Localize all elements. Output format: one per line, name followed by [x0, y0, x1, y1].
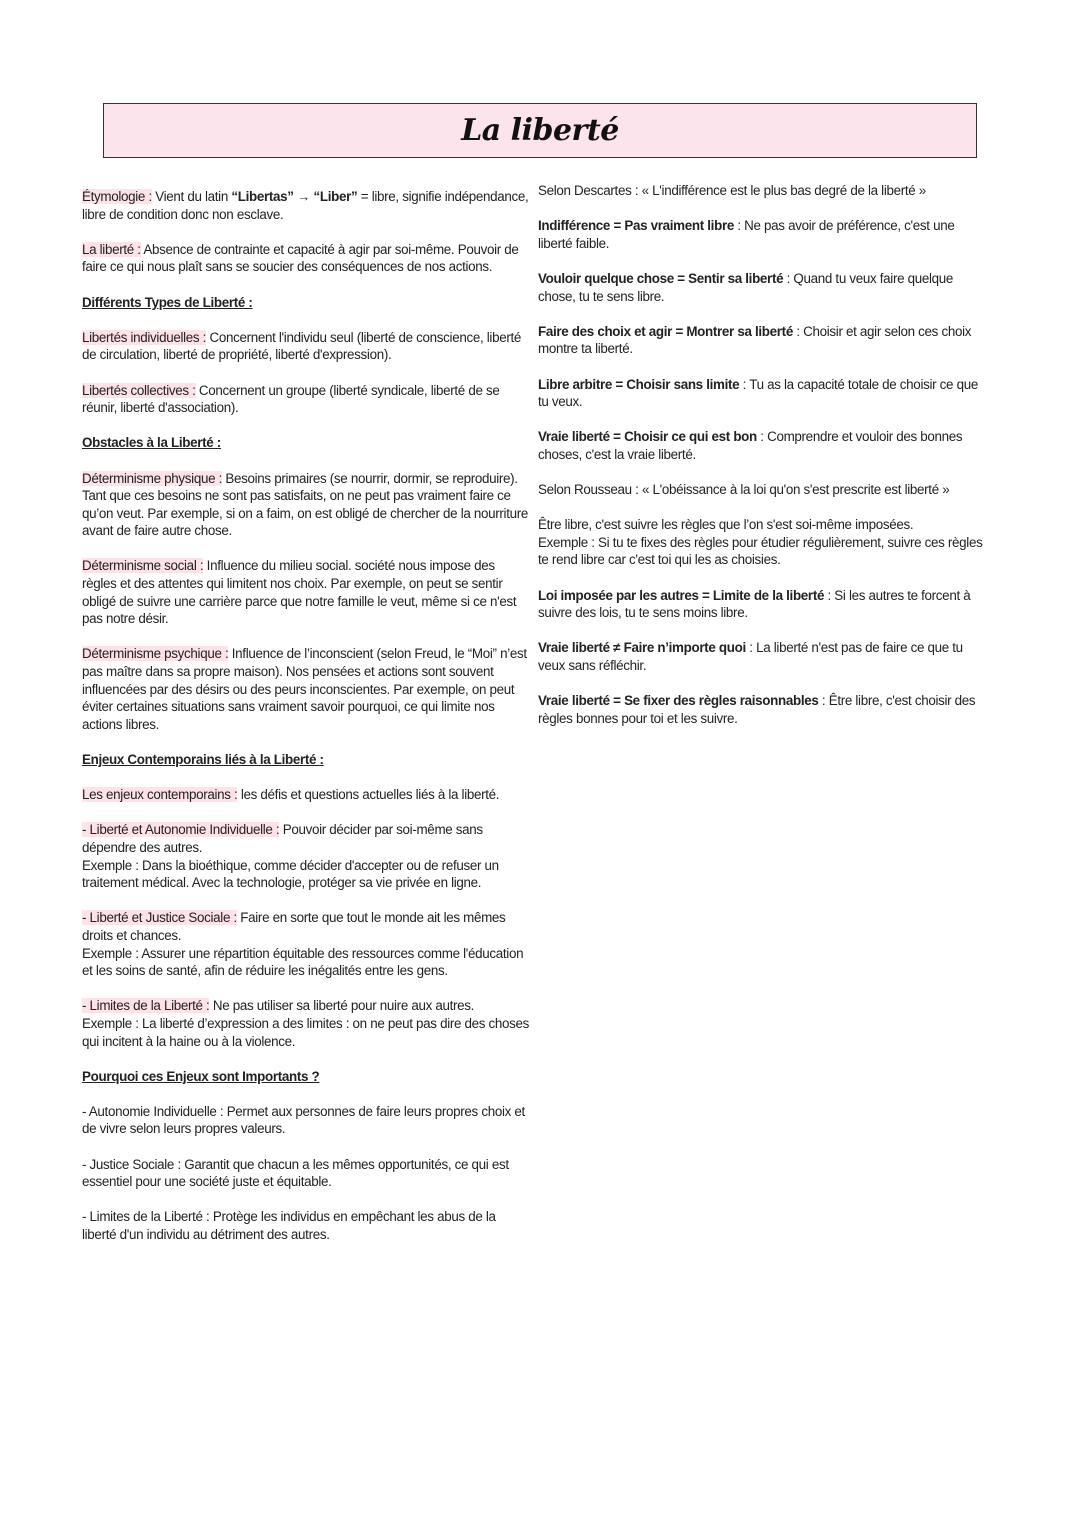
bold-term: Vraie liberté = Se fixer des règles raisonnables	[538, 693, 819, 709]
body-text: - Autonomie Individuelle : Permet aux personnes de faire leurs propres choix et de vivre selon leurs propres valeurs.	[82, 1103, 525, 1137]
body-text: : Être libre, c'est choisir des règles bonnes pour toi et les suivre.	[538, 693, 976, 726]
highlighted-term: Libertés individuelles :	[82, 329, 207, 345]
section-heading	[82, 751, 530, 769]
body-text: : Si les autres te forcent à suivre des lois, tu te sens moins libre.	[538, 587, 971, 621]
paragraph	[82, 997, 530, 1050]
highlighted-term: - Liberté et Justice Sociale :	[82, 910, 237, 926]
highlighted-term: Libertés collectives :	[82, 382, 196, 398]
body-text: Absence de contrainte et capacité à agir par soi-même. Pouvoir de faire ce qui nous plaît sans se soucier des conséquences de nos actions.	[82, 241, 519, 275]
body-text: Influence de l’inconscient (selon Freud, le “Moi” n’est pas maître dans sa propre maison). Nos pensées et actions sont souvent influencées par des désirs ou des peurs inconscientes. Par exemple, on peut éviter certaines situations sans vraiment savoir pourquoi, ce qui limite nos actions libres.	[82, 646, 527, 732]
heading-text: Différents Types de Liberté :	[82, 294, 253, 310]
body-text: : Tu as la capacité totale de choisir ce que tu veux.	[538, 376, 978, 410]
highlighted-term: Déterminisme psychique :	[82, 646, 229, 662]
body-text: Selon Descartes : « L'indifférence est le plus bas degré de la liberté »	[538, 183, 926, 198]
body-text: : Ne pas avoir de préférence, c'est une liberté faible.	[538, 218, 955, 251]
body-text: Concernent l'individu seul (liberté de conscience, liberté de circulation, liberté de propriété, liberté d'expression).	[82, 329, 521, 363]
body-text: : Choisir et agir selon ces choix montre ta liberté.	[538, 323, 972, 357]
body-text: = libre, signifie indépendance, libre de condition donc non esclave.	[82, 189, 529, 222]
body-text: : La liberté n'est pas de faire ce que tu veux sans réfléchir.	[538, 640, 963, 674]
paragraph	[82, 645, 530, 733]
body-text: - Limites de la Liberté : Protège les individus en empêchant les abus de la liberté d'un individu au détriment des autres.	[82, 1209, 496, 1243]
heading-text: Enjeux Contemporains liés à la Liberté :	[82, 752, 324, 767]
body-text: Faire en sorte que tout le monde ait les mêmes droits et chances. Exemple : Assurer une répartition équitable des ressources comme l'éducation et les soins de santé, afin de réduire les inégalités entre les gens.	[82, 910, 524, 979]
right-column	[538, 182, 990, 745]
section-heading	[82, 434, 530, 452]
page-title: La liberté	[461, 113, 619, 148]
paragraph	[538, 516, 990, 569]
highlighted-term: Les enjeux contemporains :	[82, 787, 238, 803]
paragraph	[538, 270, 990, 305]
body-text: - Justice Sociale : Garantit que chacun a les mêmes opportunités, ce qui est essentiel pour une société juste et équitable.	[82, 1156, 509, 1190]
paragraph	[82, 909, 530, 979]
body-text: Être libre, c'est suivre les règles que l’on s'est soi-même imposées. Exemple : Si tu te fixes des règles pour étudier régulièrement, suivre ces règles te rend libre car c'est toi qui les as choisies.	[538, 517, 983, 568]
paragraph	[82, 329, 530, 364]
paragraph	[538, 428, 990, 463]
paragraph	[82, 1156, 530, 1191]
paragraph	[82, 1208, 530, 1243]
body-text: Besoins primaires (se nourrir, dormir, se reproduire). Tant que ces besoins ne sont pas satisfaits, on ne peut pas vraiment faire ce qu’on veut. Par exemple, si on a faim, on est obligé de chercher de la nourriture avant de faire autre chose.	[82, 470, 528, 539]
highlighted-term: - Limites de la Liberté :	[82, 998, 210, 1014]
highlighted-term: Étymologie :	[82, 189, 152, 204]
paragraph	[82, 786, 530, 804]
paragraph	[82, 470, 530, 540]
paragraph	[538, 692, 990, 727]
paragraph	[538, 481, 990, 499]
body-text: Vient du latin	[151, 189, 232, 204]
paragraph	[82, 241, 530, 276]
bold-term: Indifférence = Pas vraiment libre	[538, 218, 734, 234]
bold-term: Vraie liberté ≠ Faire n’importe quoi	[538, 640, 746, 656]
paragraph	[538, 182, 990, 200]
highlighted-term: - Liberté et Autonomie Individuelle :	[82, 822, 280, 838]
body-text: : Comprendre et vouloir des bonnes choses, c'est la vraie liberté.	[538, 429, 963, 462]
heading-text: Pourquoi ces Enjeux sont Importants ?	[82, 1068, 320, 1084]
bold-term: Faire des choix et agir = Montrer sa liberté	[538, 323, 793, 339]
left-column	[82, 188, 530, 1261]
bold-term: Libre arbitre = Choisir sans limite	[538, 376, 740, 392]
body-text: les défis et questions actuelles liés à la liberté.	[237, 787, 500, 803]
body-text: Influence du milieu social. société nous impose des règles et des attentes qui limitent nos choix. Par exemple, on peut se sentir obligé de suivre une carrière parce que notre famille le veut, même si ce n'est pas notre désir.	[82, 558, 517, 627]
paragraph	[82, 382, 530, 417]
highlighted-term: La liberté :	[82, 241, 141, 257]
title-banner	[103, 103, 977, 158]
paragraph	[538, 639, 990, 674]
body-text: Ne pas utiliser sa liberté pour nuire aux autres. Exemple : La liberté d’expression a des limites : on ne peut pas dire des choses qui incitent à la haine ou à la violence.	[82, 998, 530, 1049]
paragraph	[538, 587, 990, 622]
paragraph	[538, 323, 990, 358]
paragraph	[538, 376, 990, 411]
body-text: Concernent un groupe (liberté syndicale, liberté de se réunir, liberté d'association).	[82, 382, 500, 416]
bold-term: Loi imposée par les autres = Limite de la liberté	[538, 587, 825, 603]
bold-term: “Libertas” → “Liber”	[231, 189, 358, 204]
paragraph	[538, 217, 990, 252]
heading-text: Obstacles à la Liberté :	[82, 435, 221, 451]
paragraph	[82, 1103, 530, 1138]
paragraph	[82, 188, 530, 223]
body-text: Selon Rousseau : « L'obéissance à la loi qu'on s'est prescrite est liberté »	[538, 482, 950, 498]
paragraph	[82, 557, 530, 627]
bold-term: Vouloir quelque chose = Sentir sa liberté	[538, 270, 784, 286]
body-text: Pouvoir décider par soi-même sans dépendre des autres. Exemple : Dans la bioéthique, comme décider d'accepter ou de refuser un traitement médical. Avec la technologie, protéger sa vie privée en ligne.	[82, 822, 499, 891]
paragraph	[82, 821, 530, 891]
section-heading	[82, 294, 530, 312]
highlighted-term: Déterminisme physique :	[82, 470, 222, 486]
highlighted-term: Déterminisme social :	[82, 558, 204, 574]
body-text: : Quand tu veux faire quelque chose, tu te sens libre.	[538, 270, 954, 304]
section-heading	[82, 1068, 530, 1086]
bold-term: Vraie liberté = Choisir ce qui est bon	[538, 429, 757, 445]
